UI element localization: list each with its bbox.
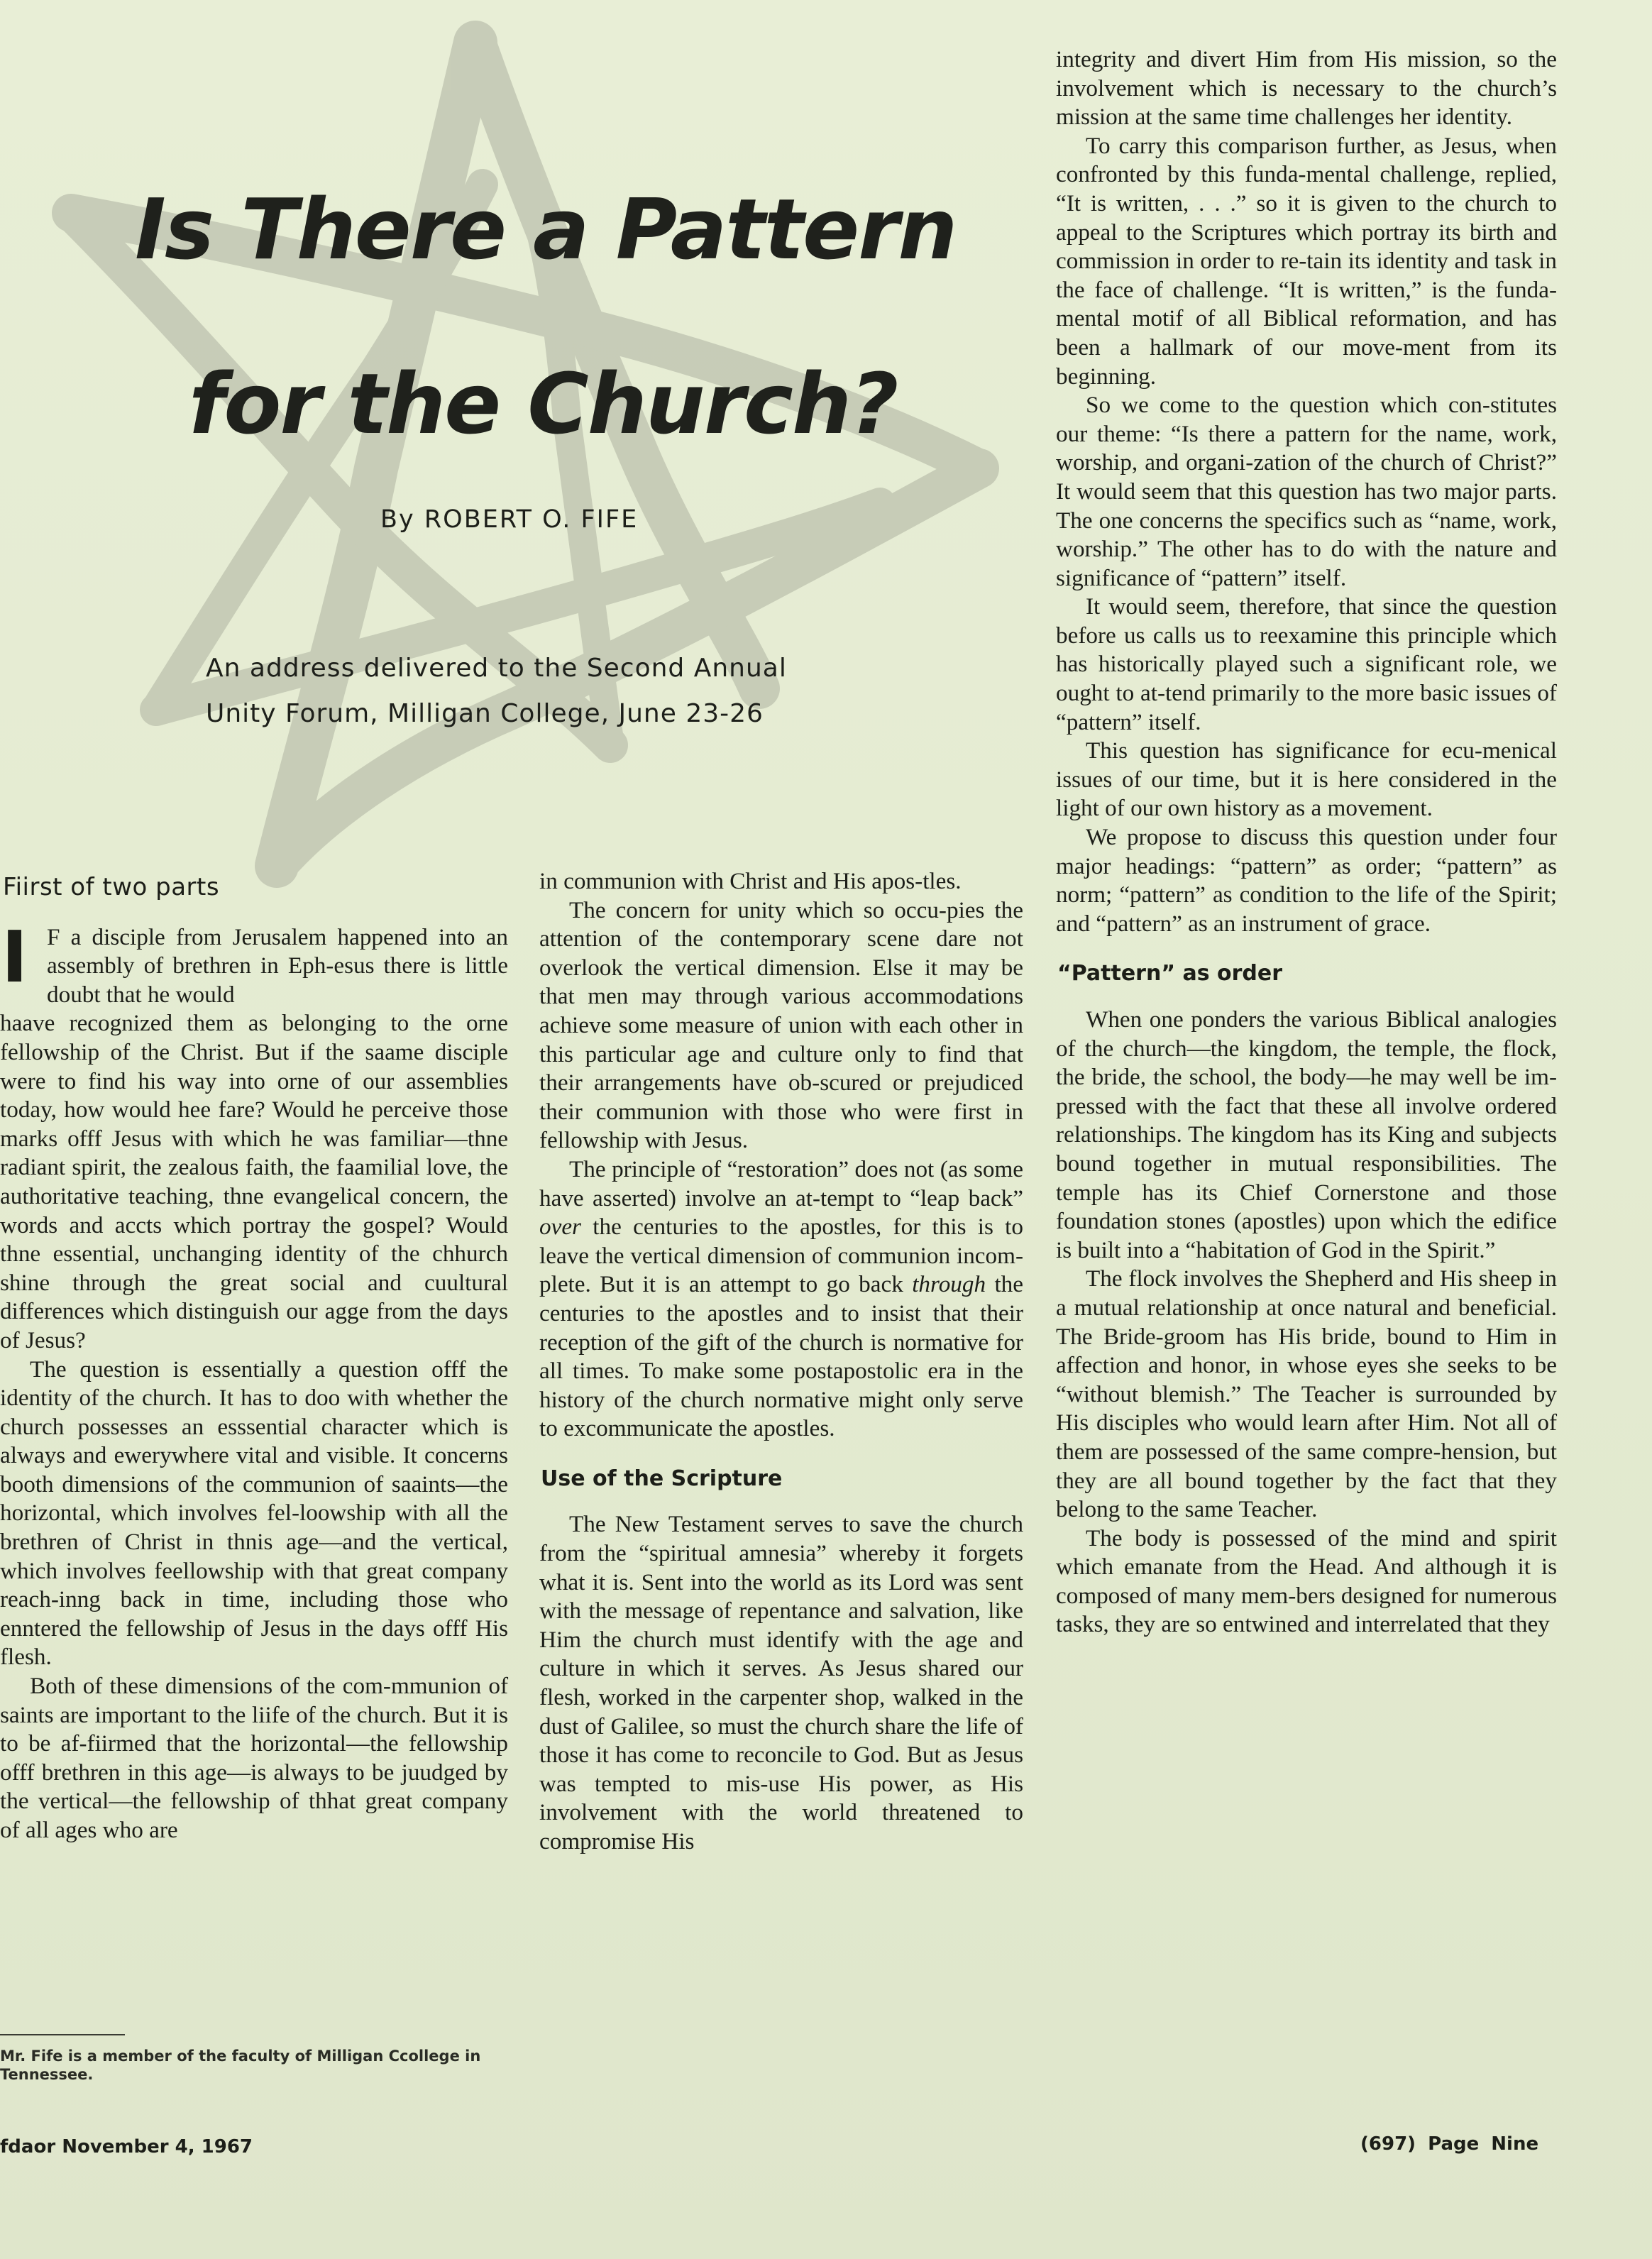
paragraph: haave recognized them as belonging to the orne fellowship of the Christ. But if the saame disciple were to find his way into orne of our assemblies today, how would hee fare? Would he perceive those marks offf Jesus with which he was familiar—thne radiant spirit, the zealous faith, the faamilial love, the authoritative teaching, thne evangelical concern, the words and accts which portray the gospel? Would thne essential, unchanging identity of the chhurch shine through the great social and cuultural differences which distinguish our agge from the days of Jesus? (0, 1010, 508, 1353)
emphasis: through (912, 1271, 986, 1298)
paragraph: To carry this comparison further, as Jesus, when confronted by this funda-mental challenge, replied, “It is written, . . .” so it is given to the church to appeal to the Scriptures which portray its birth and commission in order to re-tain its identity and task in the face of challenge. “It is written,” is the funda-mental motif of all Biblical reformation, and has been a hallmark of our move-ment from its beginning. (1056, 132, 1557, 390)
section-heading: “Pattern” as order (1057, 961, 1283, 986)
paragraph: in communion with Christ and His apos-tles. (539, 868, 962, 894)
drop-cap: I (1, 915, 28, 999)
column-3 (1056, 45, 1557, 1639)
column-1 (0, 859, 508, 1845)
paragraph: The body is possessed of the mind and spirit which emanate from the Head. And although it is composed of many mem-bers designed for numerous tasks, they are so entwined and interrelated that they (1056, 1524, 1557, 1638)
subtitle-line-1: An address delivered to the Second Annual (206, 654, 787, 683)
text-run: the centuries to the apostles and to insist that their reception of the gift of the church is normative for all times. To make some postapostolic era in the history of the church normative might only serve to excommunicate the apostles. (539, 1271, 1023, 1442)
text-run: The principle of “restoration” does not (as some have asserted) involve an at-tempt to “leap back” (539, 1155, 1023, 1211)
emphasis: over (539, 1214, 581, 1241)
footnote-divider (0, 2034, 125, 2035)
paragraph: integrity and divert Him from His mission, so the involvement which is necessary to the church’s mission at the same time challenges her identity. (1056, 46, 1557, 131)
paragraph: The New Testament serves to save the church from the “spiritual amnesia” whereby it forgets what it is. Sent into the world as its Lord was sent with the message of repentance and salvation, like Him the church must identify with the age and culture in which it serves. As Jesus shared our flesh, worked in the carpenter shop, walked in the dust of Galilee, so must the church share the life of those it has come to reconcile to God. But as Jesus was tempted to mis-use His power, as His involvement with the world threatened to compromise His (539, 1511, 1023, 1854)
paragraph: The question is essentially a question offf the identity of the church. It has to doo with whether the church possesses an esssential character which is always and ewerywhere vital and visible. It concerns booth dimensions of the communion of saaints—the horizontal, which involves fel-loowship with all the brethren of Christ in thnis age—and the vertical, which involves feellowship with that great company reach-inng back in time, including those who enntered the fellowship of Jesus in the days offf His flesh. (0, 1356, 508, 1671)
byline: By ROBERT O. FIFE (380, 505, 639, 534)
paragraph (539, 1155, 1023, 1444)
paragraph: Both of these dimensions of the com-mmunion of saints are important to the liife of the church. But it is to be af-fiirmed that the horizontal—the fellowship offf brethren in this age—is always to be juudged by the vertical—the fellowship of thhat great company of all ages who are (0, 1673, 508, 1843)
paragraph: We propose to discuss this question under four major headings: “pattern” as order; “pattern” as norm; “pattern” as condition to the life of the Spirit; and “pattern” as an instrument of grace. (1056, 824, 1557, 937)
subtitle (206, 646, 873, 737)
paragraph-opening: F a disciple from Jerusalem happened into an assembly of brethren in Eph-esus there is little doubt that he would (47, 923, 508, 1008)
footer-page-number: (697) Page Nine (1360, 2133, 1539, 2155)
footnote: Mr. Fife is a member of the faculty of Milligan Ccollege in Tennessee. (0, 2048, 481, 2083)
footer-date: fdaor November 4, 1967 (0, 2136, 253, 2158)
paragraph: The concern for unity which so occu-pies the attention of the contemporary scene dare not overlook the vertical dimension. Else it may be that men may through various accommodations achieve some measure of union with each other in this particular age and culture only to find that their arrangements have ob-scured or prejudiced their communion with those who were first in fellowship with Jesus. (539, 896, 1023, 1154)
paragraph (0, 915, 508, 1010)
column-2 (539, 867, 1023, 1857)
paragraph: This question has significance for ecu-menical issues of our time, but it is here considered in the light of our own history as a movement. (1056, 737, 1557, 822)
paragraph: It would seem, therefore, that since the question before us calls us to reexamine this principle which has historically played such a significant role, we ought to at-tend primarily to the more basic issues of “pattern” itself. (1056, 593, 1557, 735)
section-heading: Use of the Scripture (541, 1466, 783, 1491)
text-run: the centuries to the apostles, for this is to leave the vertical dimension of communion incom-plete. But it is an attempt to go back (539, 1214, 1023, 1298)
series-label: Fiirst of two parts (3, 873, 220, 901)
title-line-1: Is There a Pattern (135, 180, 957, 278)
paragraph: So we come to the question which con-stitutes our theme: “Is there a pattern for the name, work, worship, and organi-zation of the church of Christ?” It would seem that this question has two major parts. The one concerns the specifics such as “name, work, worship.” The other has to do with the nature and significance of “pattern” itself. (1056, 392, 1557, 591)
paragraph: The flock involves the Shepherd and His sheep in a mutual relationship at once natural and beneficial. The Bride-groom has His bride, bound to Him in affection and honor, in whose eyes she seeks to be “without blemish.” The Teacher is surrounded by His disciples who would learn after Him. Not all of them are possessed of the same compre-hension, but they are all bound together by the fact that they belong to the same Teacher. (1056, 1265, 1557, 1523)
subtitle-line-2: Unity Forum, Milligan College, June 23-26 (206, 699, 764, 728)
paragraph: When one ponders the various Biblical analogies of the church—the kingdom, the temple, the flock, the bride, the school, the body—he may well be im-pressed with the fact that these all involve ordered relationships. The kingdom has its King and subjects bound together in mutual responsibilities. The temple has its Chief Cornerstone and those foundation stones (apostles) upon which the edifice is built into a “habitation of God in the Spirit.” (1056, 1006, 1557, 1263)
title-line-2: for the Church? (189, 355, 898, 453)
article-title (135, 142, 958, 491)
